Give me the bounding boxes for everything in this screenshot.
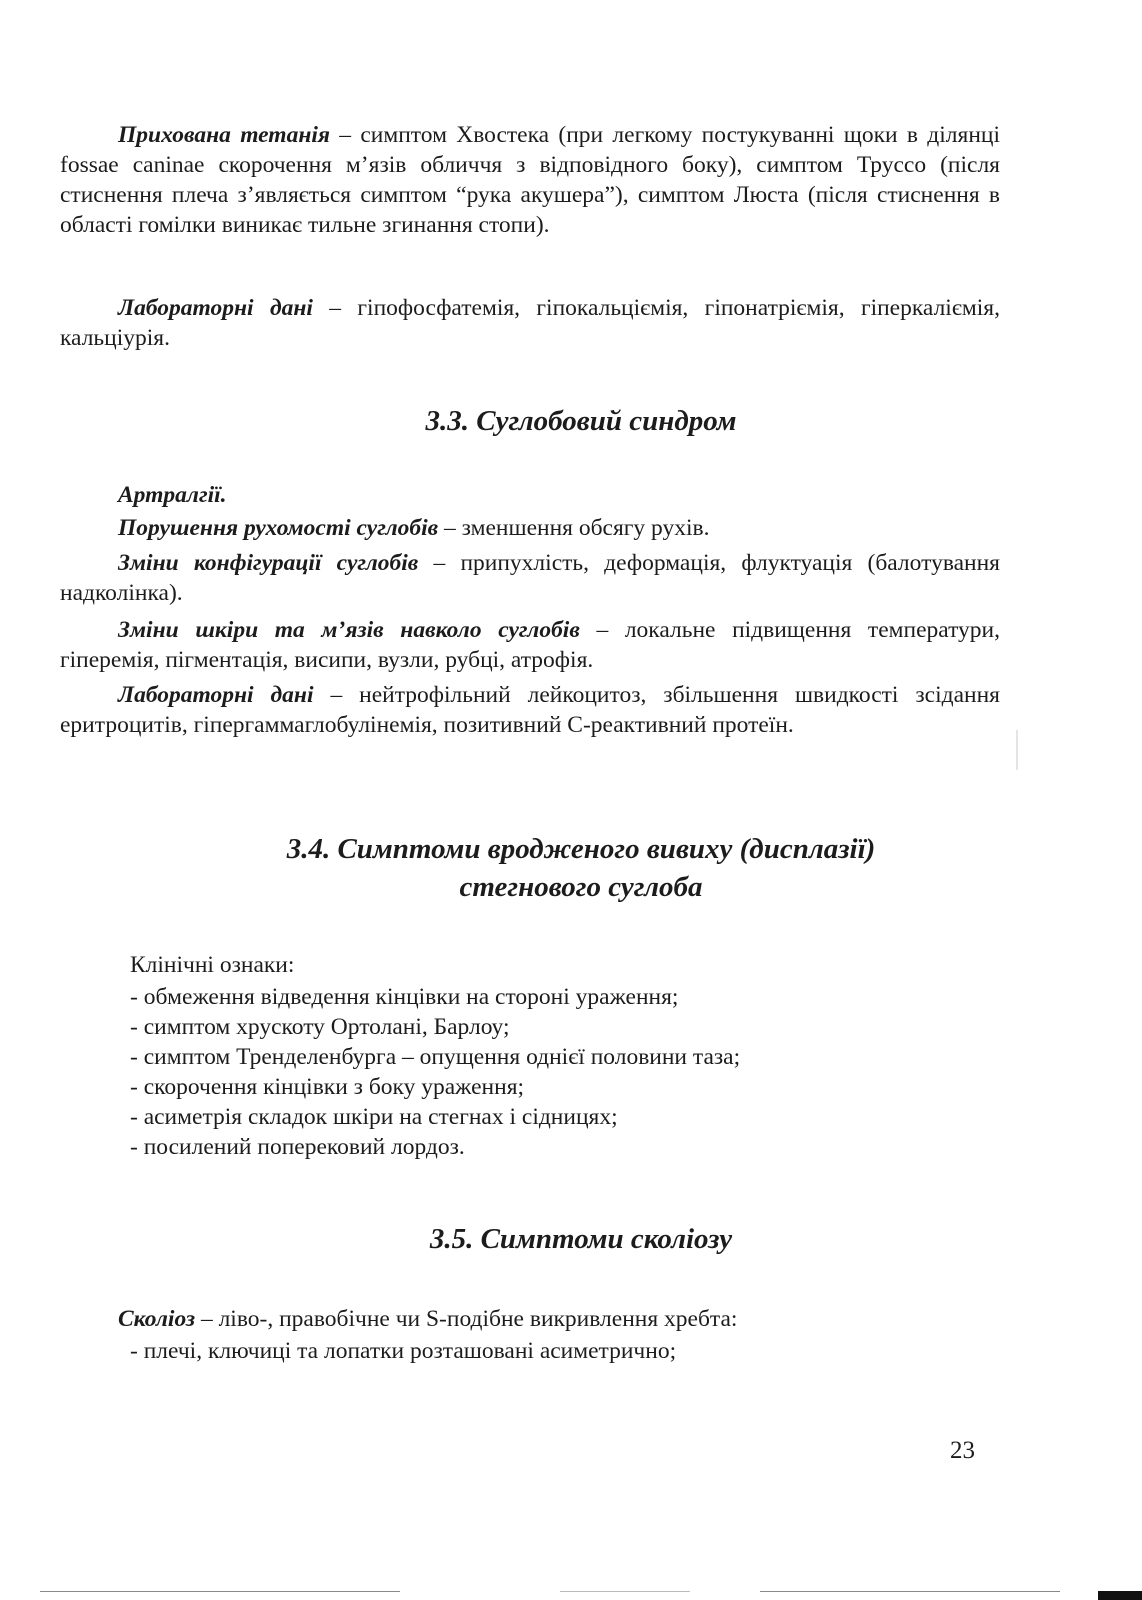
- skin-paragraph: [60, 615, 1000, 675]
- section-3-4-heading-line1: 3.4. Симптоми вродженого вивиху (дисплазії): [286, 833, 876, 865]
- list-item: - симптом хрускоту Ортолані, Барлоу;: [130, 1014, 510, 1040]
- section-3-5-heading: 3.5. Симптоми сколіозу: [429, 1223, 733, 1255]
- skin-term: Зміни шкіри та м’язів навколо суглобів: [118, 617, 580, 643]
- latent-tetany-term: Прихована тетанія: [118, 122, 330, 148]
- section-3-4-heading-line2: стегнового суглоба: [459, 871, 703, 903]
- skin-text: – локальне підвищення температури, гіперемія, пігментація, висипи, вузли, рубці, атрофія.: [60, 617, 1000, 673]
- configuration-text: – припухлість, деформація, флуктуація (балотування надколінка).: [60, 550, 1000, 606]
- latent-tetany-paragraph: [60, 120, 1000, 240]
- bottom-scan-line: [760, 1591, 1060, 1592]
- lab-data-paragraph: [60, 293, 1000, 353]
- list-item: - скорочення кінцівки з боку ураження;: [130, 1074, 525, 1100]
- configuration-paragraph: [60, 548, 1000, 608]
- configuration-term: Зміни конфігурації суглобів: [118, 550, 419, 576]
- arthralgia-term: Артралгії.: [118, 482, 227, 508]
- list-item: - обмеження відведення кінцівки на стороні ураження;: [130, 984, 679, 1010]
- latent-tetany-text: – симптом Хвостека (при легкому постукуванні щоки в ділянці fossae caninae скорочення м’язів обличчя з відповідного боку), симптом Труссо (після стиснення плеча з’являється симптом “рука акушера”), симптом Люста (після стиснення в області гомілки виникає тильне згинання стопи).: [60, 122, 1000, 238]
- scan-edge-mark: [1016, 730, 1018, 770]
- lab-data-2-term: Лабораторні дані: [118, 682, 314, 708]
- mobility-term: Порушення рухомості суглобів: [118, 515, 439, 541]
- scoliosis-signs-list: [130, 1336, 1010, 1366]
- lab-data-text: – гіпофосфатемія, гіпокальціємія, гіпонатріємія, гіперкаліємія, кальціурія.: [60, 295, 1000, 351]
- lab-data-2-text: – нейтрофільний лейкоцитоз, збільшення швидкості зсідання еритроцитів, гіпергаммаглобулінемія, позитивний С-реактивний протеїн.: [60, 682, 1000, 738]
- bottom-scan-line: [560, 1591, 690, 1592]
- page-number: 23: [950, 1437, 975, 1464]
- clinical-signs-list: [130, 982, 1010, 1162]
- arthralgia-line: [60, 480, 1000, 510]
- clinical-signs-intro: Клінічні ознаки:: [130, 952, 295, 978]
- lab-data-term: Лабораторні дані: [118, 295, 313, 321]
- scoliosis-term: Сколіоз: [118, 1306, 196, 1332]
- mobility-paragraph: [60, 513, 1000, 543]
- bottom-scan-line: [40, 1591, 400, 1592]
- list-item: - плечі, ключиці та лопатки розташовані асиметрично;: [130, 1338, 677, 1364]
- scan-corner-mark: [1098, 1591, 1142, 1600]
- list-item: - симптом Тренделенбурга – опущення однієї половини таза;: [130, 1044, 741, 1070]
- list-item: - посилений поперековий лордоз.: [130, 1134, 465, 1160]
- section-3-3-heading: 3.3. Суглобовий синдром: [425, 405, 737, 437]
- list-item: - асиметрія складок шкіри на стегнах і сідницях;: [130, 1104, 618, 1130]
- scoliosis-paragraph: [60, 1304, 1000, 1334]
- scoliosis-text: – ліво-, правобічне чи S-подібне викривлення хребта:: [195, 1306, 738, 1332]
- mobility-text: – зменшення обсягу рухів.: [438, 515, 710, 541]
- lab-data-2-paragraph: [60, 680, 1000, 740]
